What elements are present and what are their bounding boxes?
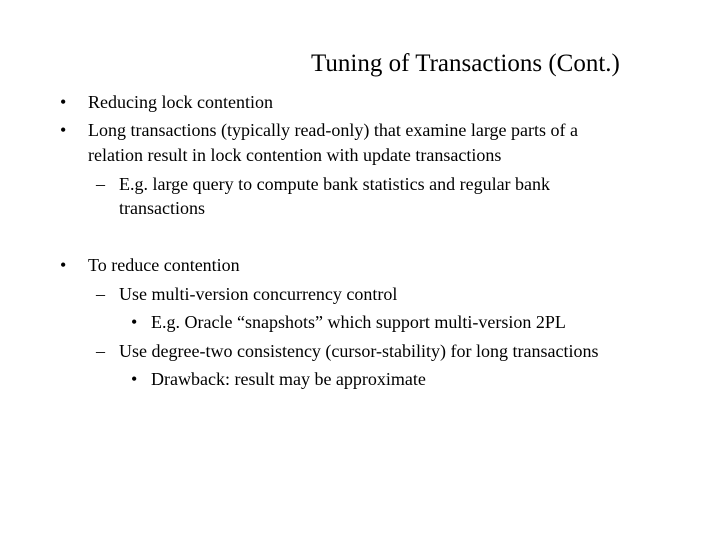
slide-title: Tuning of Transactions (Cont.) [311,50,620,77]
subsubbullet-marker: • [131,369,138,389]
subbullet-text-line-2: transactions [119,198,205,218]
bullet-marker: • [60,92,67,112]
bullet-text: To reduce contention [88,255,240,275]
bullet-text: Reducing lock contention [88,92,273,112]
subbullet-text-line-1: E.g. large query to compute bank statistics and regular bank [119,174,551,194]
subsubbullet-marker: • [131,312,138,332]
bullet-marker: • [60,120,67,140]
subbullet-text: Use degree-two consistency (cursor-stability) for long transactions [119,341,599,361]
subbullet-text: Use multi-version concurrency control [119,284,398,304]
subbullet-marker: – [96,174,105,194]
subsubbullet-text: E.g. Oracle “snapshots” which support multi-version 2PL [151,312,566,332]
subbullet-marker: – [96,341,105,361]
bullet-text-line-2: relation result in lock contention with update transactions [88,145,502,165]
subbullet-marker: – [96,284,105,304]
bullet-text-line-1: Long transactions (typically read-only) that examine large parts of a [88,120,578,140]
subsubbullet-text: Drawback: result may be approximate [151,369,426,389]
bullet-marker: • [60,255,67,275]
